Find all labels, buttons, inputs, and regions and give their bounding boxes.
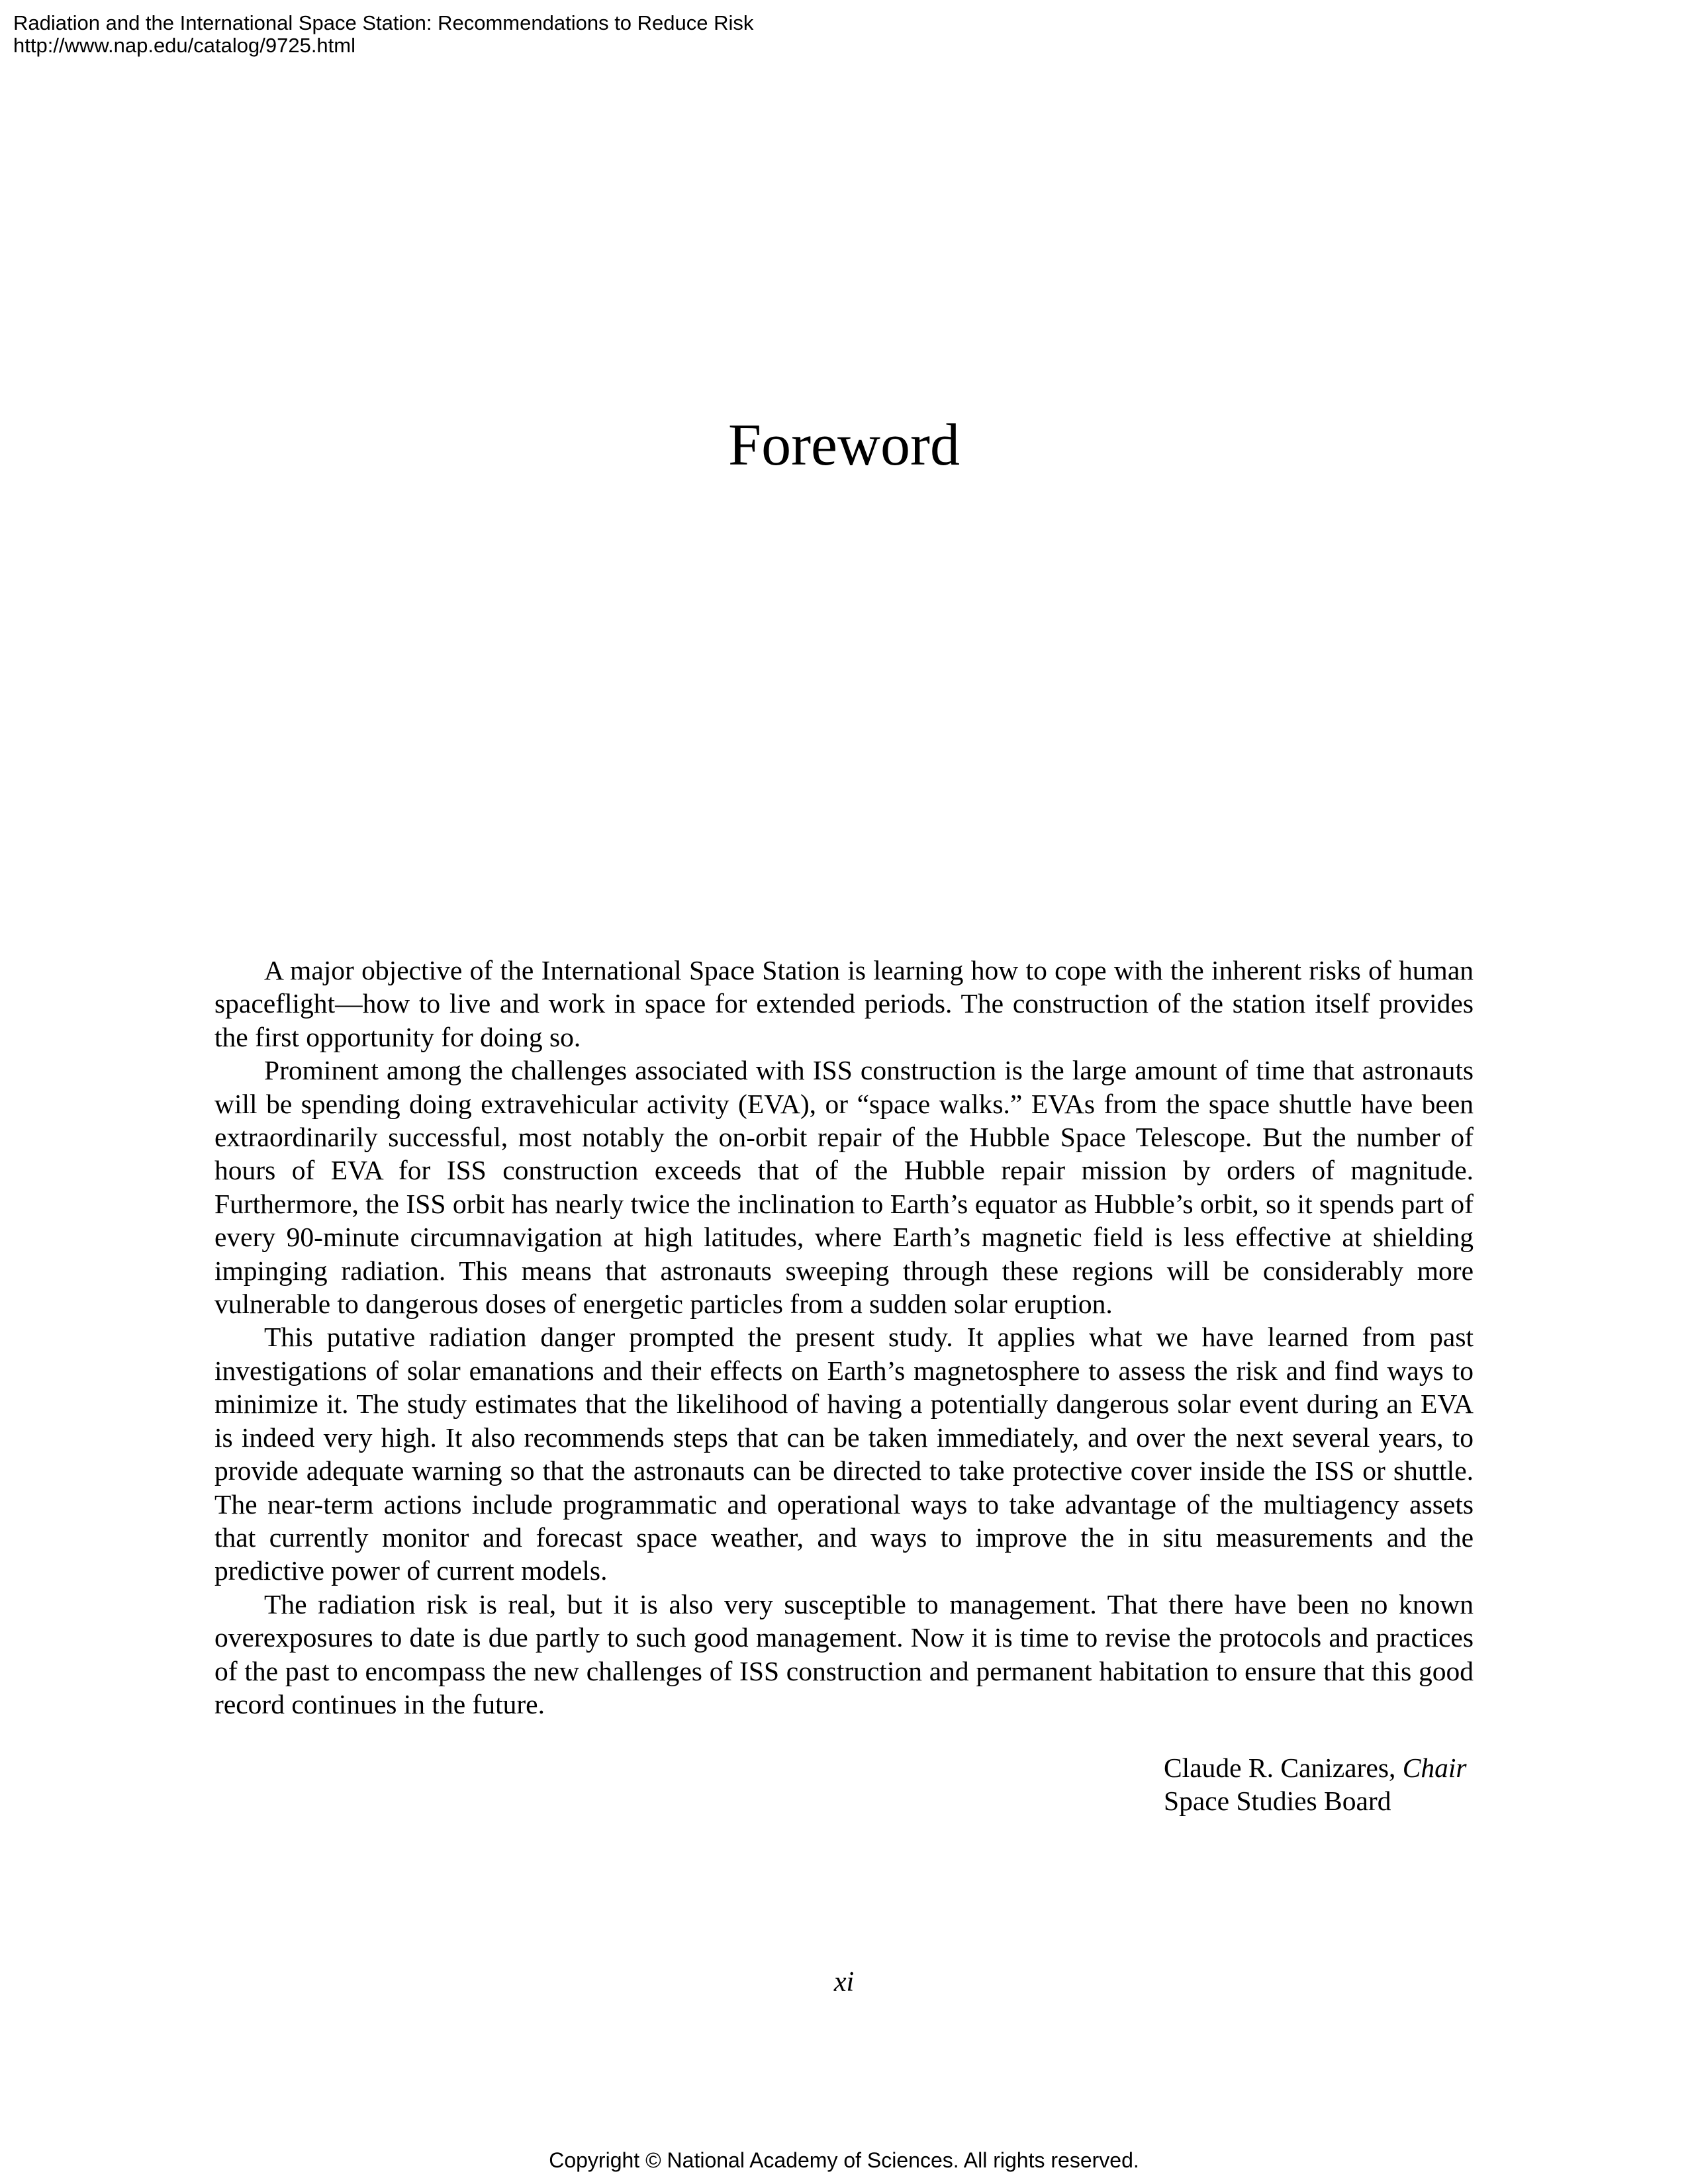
book-title: Radiation and the International Space Station: Recommendations to Reduce Risk — [13, 11, 754, 34]
foreword-body — [214, 954, 1474, 1721]
paragraph-4: The radiation risk is real, but it is also very susceptible to management. That there have been no known overexposures to date is due partly to such good management. Now it is time to revise the protocols and practices of the past to encompass the new challenges of ISS construction and permanent habitation to ensure that this good record continues in the future. — [214, 1588, 1474, 1719]
signatory-organization: Space Studies Board — [1164, 1786, 1391, 1816]
document-header — [13, 12, 753, 57]
paragraph-3: This putative radiation danger prompted the present study. It applies what we have learned from past investigations of solar emanations and their effects on Earth’s magnetosphere to assess the risk and find ways to minimize it. The study estimates that the likelihood of having a potentially dangerous solar event during an EVA is indeed very high. It also recommends steps that can be taken immediately, and over the next several years, to provide adequate warning so that the astronauts can be directed to take protective cover inside the ISS or shuttle. The near-term actions include programmatic and operational ways to take advantage of the multiagency assets that currently monitor and forecast space weather, and ways to improve the in situ measurements and the predictive power of current models. — [214, 1322, 1474, 1586]
signature-block — [1164, 1751, 1467, 1817]
page-number: xi — [833, 1967, 855, 1997]
paragraph-1: A major objective of the International Space Station is learning how to cope with the inherent risks of human spaceflight—how to live and work in space for extended periods. The construction of the station itself provides the first opportunity for doing so. — [214, 955, 1474, 1052]
paragraph-2: Prominent among the challenges associated with ISS construction is the large amount of time that astronauts will be spending doing extravehicular activity (EVA), or “space walks.” EVAs from the space shuttle have been extraordinarily successful, most notably the on-orbit repair of the Hubble Space Telescope. But the number of hours of EVA for ISS construction exceeds that of the Hubble repair mission by orders of magnitude. Furthermore, the ISS orbit has nearly twice the inclination to Earth’s equator as Hubble’s orbit, so it spends part of every 90-minute circumnavigation at high latitudes, where Earth’s magnetic field is less effective at shielding impinging radiation. This means that astronauts sweeping through these regions will be considerably more vulnerable to dangerous doses of energetic particles from a sudden solar eruption. — [214, 1055, 1474, 1320]
page-title: Foreword — [728, 412, 960, 478]
signatory-name: Claude R. Canizares, — [1164, 1752, 1396, 1783]
signatory-role: Chair — [1402, 1752, 1467, 1783]
signature-line — [1164, 1751, 1467, 1784]
catalog-url[interactable]: http://www.nap.edu/catalog/9725.html — [13, 34, 355, 57]
copyright-notice: Copyright © National Academy of Sciences. All rights reserved. — [549, 2148, 1139, 2172]
